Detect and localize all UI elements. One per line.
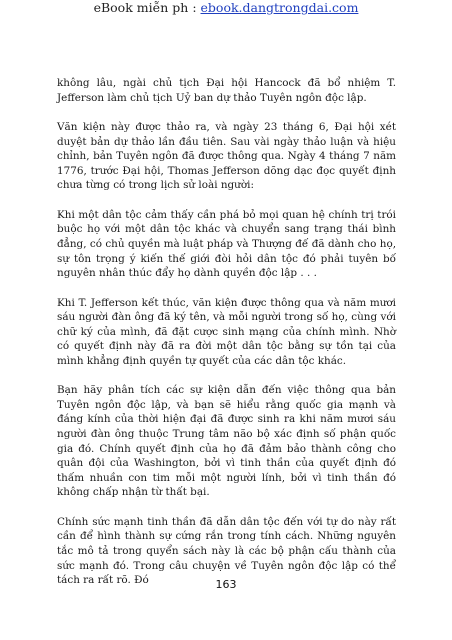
- paragraph-1: không lâu, ngài chủ tịch Đại hội Hancock đã bổ nhiệm T. Jefferson làm chủ tịch Uỷ ban dự thảo Tuyên ngôn độc lập.: [57, 77, 396, 104]
- header-prefix: eBook miễn ph :: [93, 0, 201, 15]
- header-link[interactable]: ebook.dangtrongdai.com: [200, 0, 359, 15]
- page-header: [0, 0, 452, 16]
- page-body: [57, 76, 396, 603]
- paragraph-6: Chính sức mạnh tinh thần đã dẫn dân tộc đến với tự do này rất cần để hình thành sự cứng rắn trong tính cách. Những nguyên tắc mô tả trong quyển sách này là các bộ phận cấu thành của sức mạnh đó. Trong câu chuyện về Tuyên ngôn độc lập có thể tách ra rất rõ. Đó: [57, 515, 396, 587]
- paragraph-3-quote: Khi một dân tộc cảm thấy cần phá bỏ mọi quan hệ chính trị trói buộc họ với một dân tộc khác và chuyển sang trạng thái bình đẳng, có chủ quyền mà luật pháp và Thượng đế đã dành cho họ, sự tôn trọng ý kiến thế giới đòi hỏi dân tộc đó phải tuyên bố nguyên nhân thúc đẩy họ dành quyền độc lập . . .: [57, 208, 396, 280]
- page-number: 163: [215, 578, 237, 591]
- paragraph-2: Văn kiện này được thảo ra, và ngày 23 tháng 6, Đại hội xét duyệt bản dự thảo lần đầu tiên. Sau vài ngày thảo luận và hiệu chỉnh, bản Tuyên ngôn đã được thông qua. Ngày 4 tháng 7 năm 1776, trước Đại hội, Thomas Jefferson dõng dạc đọc quyết định chưa từng có trong lịch sử loài người:: [57, 120, 396, 192]
- paragraph-4: Khi T. Jefferson kết thúc, văn kiện được thông qua và năm mươi sáu người đàn ông đã ký tên, và mỗi người trong số họ, cùng với chữ ký của mình, đã đặt cược sinh mạng của chính mình. Nhờ có quyết định này đã ra đời một dân tộc bằng sự tồn tại của mình khẳng định quyền tự quyết của các dân tộc khác.: [57, 296, 396, 367]
- paragraph-5: Bạn hãy phân tích các sự kiện dẫn đến việc thông qua bản Tuyên ngôn độc lập, và bạn sẽ hiểu rằng quốc gia mạnh và đáng kính của thời hiện đại đã được sinh ra khi năm mươi sáu người đàn ông thuộc Trung tâm não bộ xác định số phận quốc gia đó. Chính quyết định của họ đã đảm bảo thành công cho quân đội của Washington, bởi vì tinh thần của quyết định đó thấm nhuần con tim mỗi một người lính, bởi vì tinh thần đó không chấp nhận từ thất bại.: [57, 384, 396, 499]
